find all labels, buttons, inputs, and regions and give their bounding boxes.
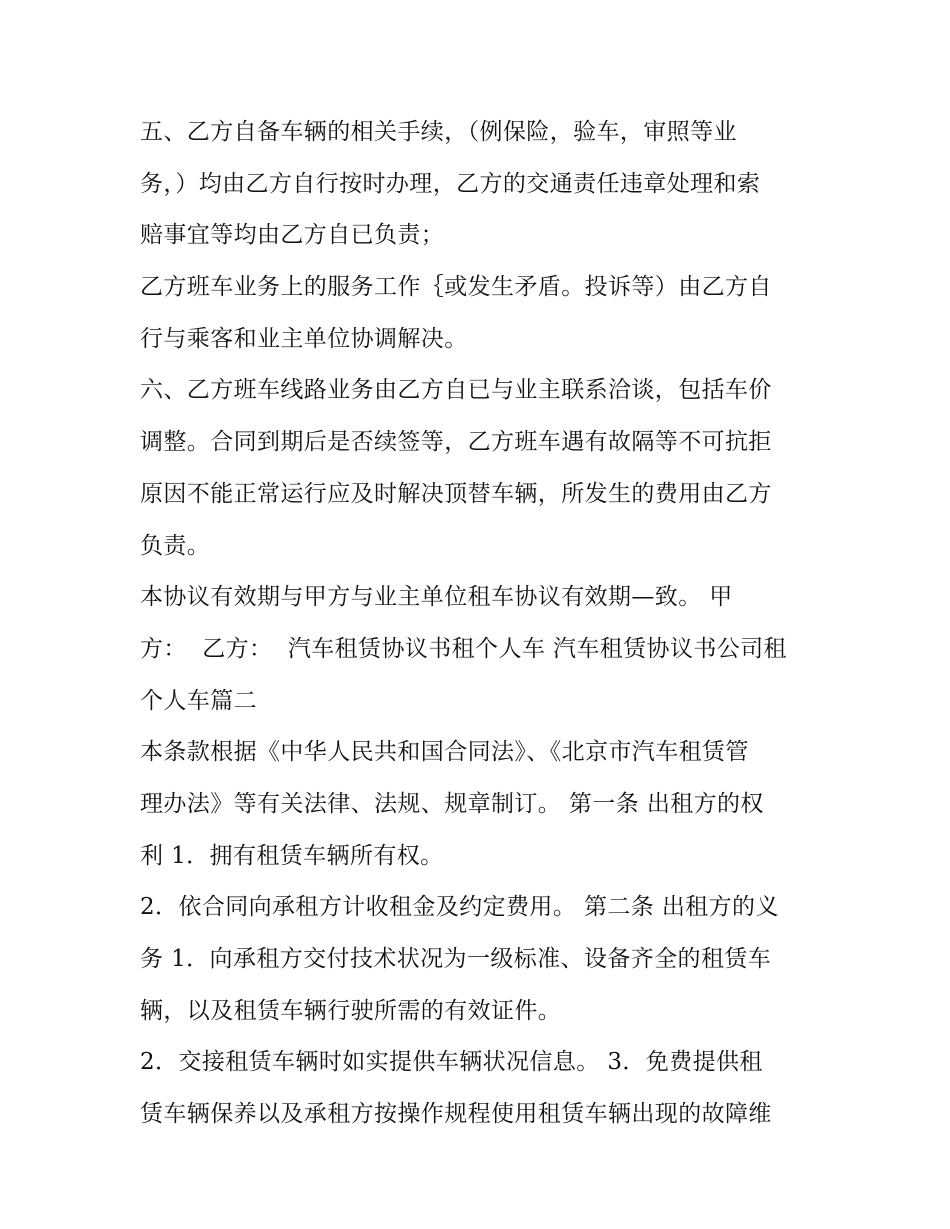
text-line-11: 方： 乙方： 汽车租赁协议书租个人车 汽车租赁协议书公司租 xyxy=(140,635,787,662)
text-line-15: 利 1．拥有租赁车辆所有权。 xyxy=(140,842,444,869)
text-line-18: 辆，以及租赁车辆行驶所需的有效证件。 xyxy=(140,997,562,1024)
text-line-16: 2．依合同向承租方计收租金及约定费用。 第二条 出租方的义 xyxy=(140,894,779,921)
text-line-2: 务，）均由乙方自行按时办理，乙方的交通责任违章处理和索 xyxy=(140,170,761,197)
text-line-19: 2．交接租赁车辆时如实提供车辆状况信息。 3．免费提供租 xyxy=(140,1049,763,1076)
text-line-17: 务 1．向承租方交付技术状况为一级标准、设备齐全的租赁车 xyxy=(140,946,772,972)
text-line-12: 个人车篇二 xyxy=(140,687,257,714)
text-line-6: 六、乙方班车线路业务由乙方自已与业主联系洽谈，包括车价 xyxy=(140,377,772,404)
text-line-1: 五、乙方自备车辆的相关手续，（例保险，验车，审照等业 xyxy=(140,119,737,145)
text-line-7: 调整。合同到期后是否续签等，乙方班车遇有故隔等不可抗拒 xyxy=(140,429,772,456)
text-line-10: 本协议有效期与甲方与业主单位租车协议有效期—致。 甲 xyxy=(140,584,733,611)
text-line-5: 行与乘客和业主单位协调解决。 xyxy=(140,325,468,352)
text-line-20: 赁车辆保养以及承租方按操作规程使用租赁车辆出现的故障维 xyxy=(140,1101,772,1128)
document-body xyxy=(140,107,820,1141)
text-line-3: 赔事宜等均由乙方自已负责； xyxy=(140,222,445,249)
text-line-4: 乙方班车业务上的服务工作｛或发生矛盾。投诉等）由乙方自 xyxy=(140,274,772,301)
text-line-8: 原因不能正常运行应及时解决顶替车辆，所发生的费用由乙方 xyxy=(140,480,772,507)
text-line-13: 本条款根据《中华人民共和国合同法》、《北京市汽车租赁管 xyxy=(140,739,749,766)
text-line-14: 理办法》等有关法律、法规、规章制订。 第一条 出租方的权 xyxy=(140,790,764,817)
text-line-9: 负责。 xyxy=(140,532,211,559)
